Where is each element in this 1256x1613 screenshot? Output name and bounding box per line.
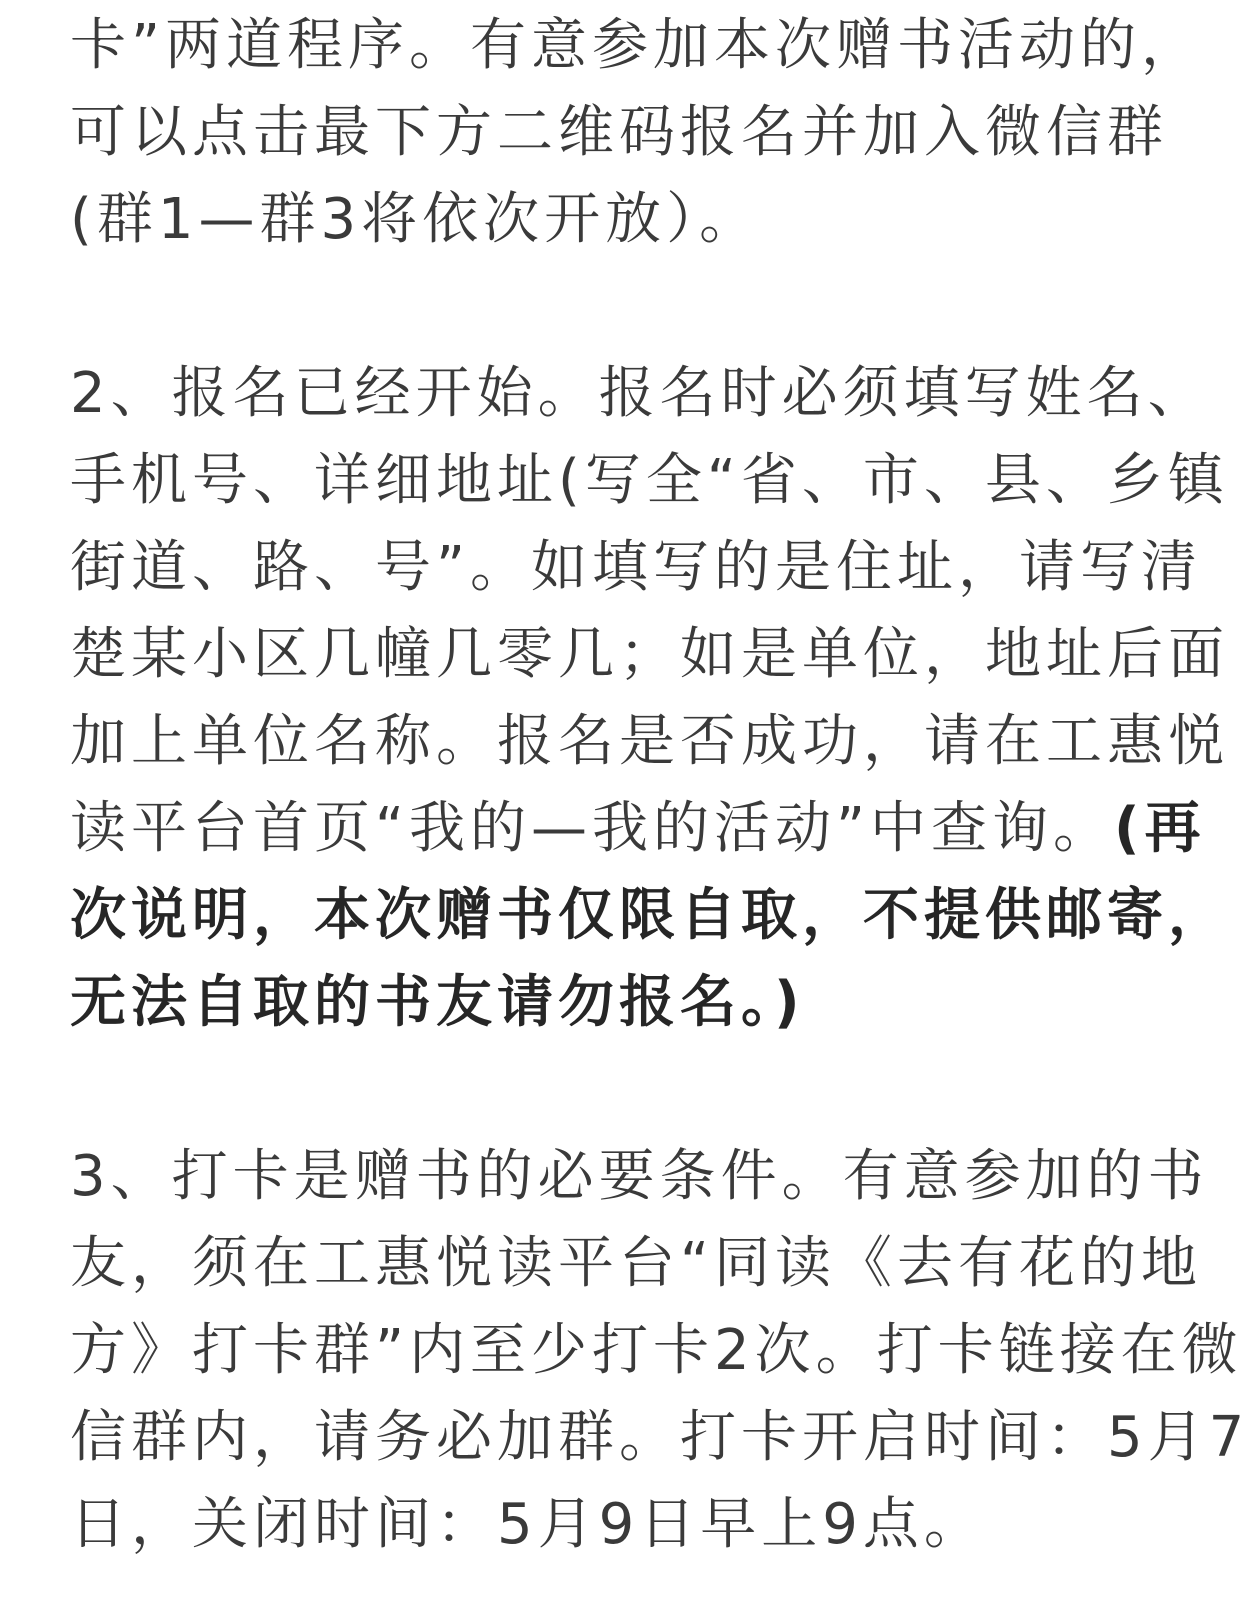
paragraph-registration-intro xyxy=(70,2,1203,263)
paragraph-check-in-rules xyxy=(70,1133,1250,1568)
bold-notice-text: 次说明，本次赠书仅限自取，不提供邮寄， xyxy=(70,883,1229,948)
text-line xyxy=(70,350,1209,437)
text-run: 日，关闭时间：5月9日早上9点。 xyxy=(70,1492,985,1557)
text-run: 街道、路、号”。如填写的是住址，请写清 xyxy=(70,535,1203,600)
text-run: 卡”两道程序。有意参加本次赠书活动的， xyxy=(70,13,1203,78)
article-body xyxy=(70,2,1250,1568)
text-run: (群1—群3将依次开放）。 xyxy=(70,187,761,252)
bold-notice-text: 无法自取的书友请勿报名。) xyxy=(70,970,805,1035)
paragraph-registration-rules xyxy=(70,350,1229,1046)
text-line xyxy=(70,1481,1165,1568)
text-line xyxy=(70,1307,1243,1394)
bold-notice-line xyxy=(70,959,1165,1046)
text-run: 友，须在工惠悦读平台“同读《去有花的地 xyxy=(70,1231,1203,1296)
text-line xyxy=(70,1220,1203,1307)
text-line xyxy=(70,524,1203,611)
text-line xyxy=(70,1133,1209,1220)
text-run: 读平台首页“我的—我的活动”中查询。 xyxy=(70,796,1115,861)
text-run: 可以点击最下方二维码报名并加入微信群 xyxy=(70,100,1168,165)
text-run: 3、打卡是赠书的必要条件。有意参加的书 xyxy=(70,1144,1209,1209)
text-run: 方》打卡群”内至少打卡2次。打卡链接在微 xyxy=(70,1318,1243,1383)
bold-notice-line xyxy=(70,872,1229,959)
text-run: 2、报名已经开始。报名时必须填写姓名、 xyxy=(70,361,1209,426)
text-run: 加上单位名称。报名是否成功，请在工惠悦 xyxy=(70,709,1229,774)
text-run: 信群内，请务必加群。打卡开启时间：5月7 xyxy=(70,1405,1250,1470)
text-line xyxy=(70,1394,1250,1481)
text-line xyxy=(70,611,1229,698)
bold-notice-text: (再 xyxy=(1114,796,1206,861)
text-run: 手机号、详细地址(写全“省、市、县、乡镇 xyxy=(70,448,1229,513)
text-run: 楚某小区几幢几零几；如是单位，地址后面 xyxy=(70,622,1229,687)
text-line xyxy=(70,176,1165,263)
text-line xyxy=(70,785,1206,872)
text-line xyxy=(70,89,1168,176)
text-line xyxy=(70,698,1229,785)
text-line xyxy=(70,437,1229,524)
text-line xyxy=(70,2,1203,89)
